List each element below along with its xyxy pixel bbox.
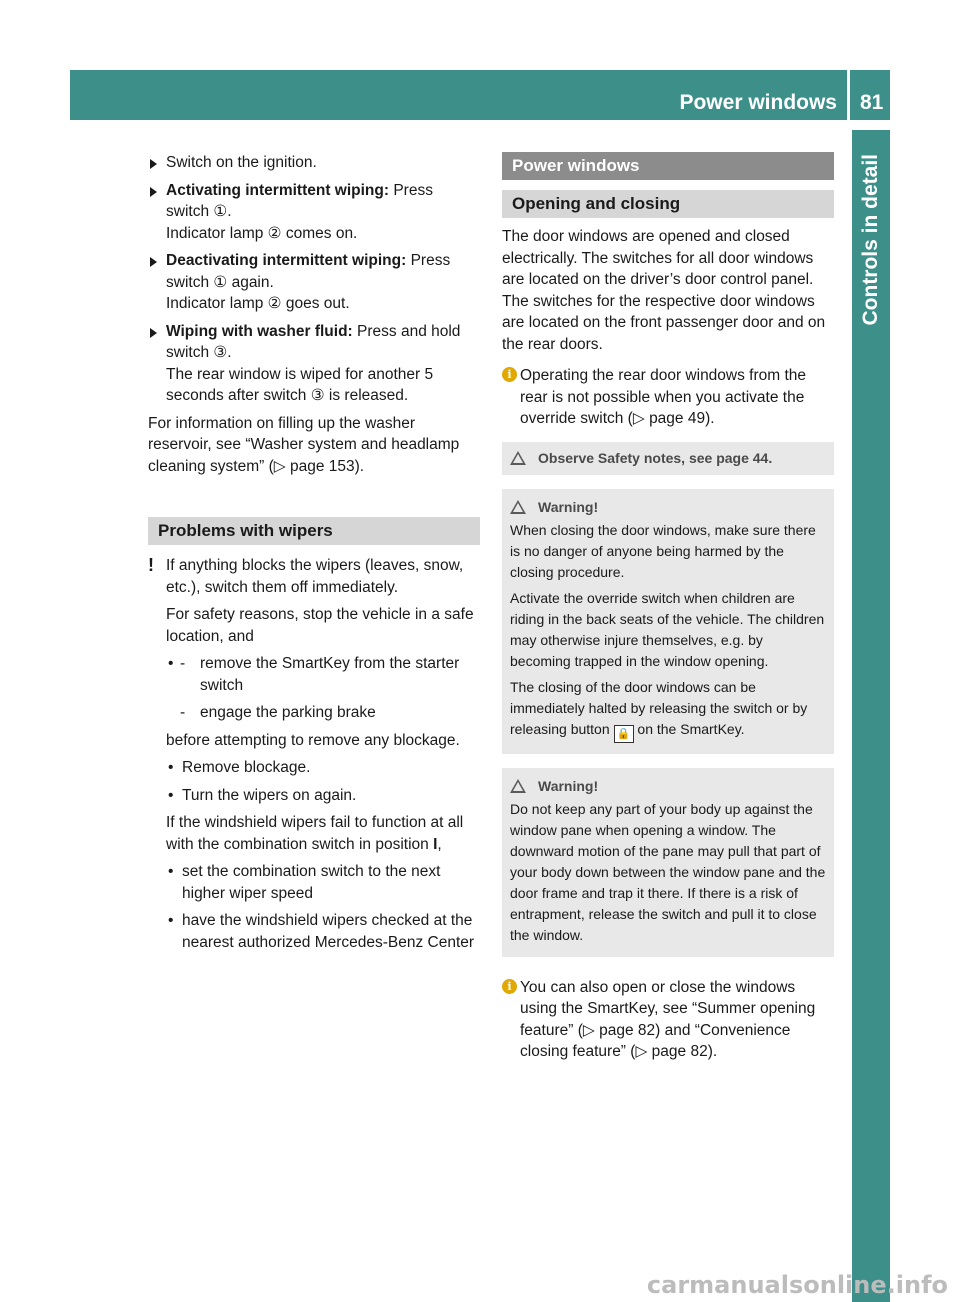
warning-text: Activate the override switch when children are riding in the back seats of the vehicle. The children may otherwise injure themselves, e.g. by becoming trapped in the window opening. — [510, 589, 825, 669]
step-activate — [148, 180, 480, 245]
sub-heading: Opening and closing — [502, 190, 834, 218]
warning-box-2 — [502, 768, 834, 957]
bullet-icon: • — [168, 786, 174, 804]
fail-text: If the windshield wipers fail to function at all with the combination switch in position — [166, 814, 464, 853]
side-tab-label: Controls in detail — [859, 154, 883, 326]
watermark: carmanualsonline.info — [646, 1270, 948, 1299]
observe-head — [510, 448, 826, 469]
bullet-item — [148, 910, 480, 953]
section-heading: Power windows — [502, 152, 834, 180]
fail-paragraph — [148, 812, 480, 855]
step-result: The rear window is wiped for another 5 seconds after switch ③ is released. — [166, 365, 434, 404]
step-text: Switch on the ignition. — [166, 154, 317, 171]
bullet-text: Remove blockage. — [182, 759, 311, 776]
dash-text: engage the parking brake — [200, 704, 376, 721]
step-result: Indicator lamp ② goes out. — [166, 295, 350, 312]
warning-icon — [510, 779, 526, 793]
before-paragraph: before attempting to remove any blockage. — [166, 731, 460, 749]
step-washer — [148, 321, 480, 407]
step-deactivate — [148, 250, 480, 315]
observe-text: Observe Safety notes, see page 44. — [538, 449, 773, 466]
page-number: 81 — [860, 91, 884, 115]
step-result: Indicator lamp ② comes on. — [166, 224, 358, 242]
warning-text — [510, 677, 826, 743]
bullet-icon: • — [168, 759, 174, 776]
warning-text: Do not keep any part of your body up against the window pane when opening a window. The downward motion of the pane may pull that part of your body down between the window pane and the door frame and trap it there. If there is a risk of entrapment, release the switch and pull it to close the window. — [510, 800, 826, 943]
info-icon: i — [502, 367, 517, 382]
bullet-item — [148, 861, 480, 904]
step-label: Activating intermittent wiping: — [166, 181, 390, 199]
info-text: Operating the rear door windows from the rear is not possible when you activate the override switch (▷ page 49). — [520, 367, 807, 427]
header — [679, 92, 890, 114]
position-label: I — [433, 835, 438, 853]
left-column — [148, 152, 480, 959]
dash-icon: - — [180, 704, 186, 721]
bullet-icon: • — [168, 655, 174, 672]
dash-text: remove the SmartKey from the starter switch — [200, 655, 460, 694]
warning-head — [510, 497, 826, 518]
caution-note — [148, 555, 480, 598]
warning-label: Warning! — [538, 777, 599, 794]
warning-head — [510, 776, 826, 797]
lock-button-icon: 🔒 — [614, 725, 634, 743]
warning-text: When closing the door windows, make sure there is no danger of anyone being harmed by the closing procedure. — [510, 521, 816, 580]
bullet-text: set the combination switch to the next higher wiper speed — [182, 863, 441, 902]
step-text: Press and hold switch ③. — [166, 322, 461, 361]
dash-icon: - — [180, 655, 186, 672]
warning-text-part: on the SmartKey. — [633, 720, 745, 737]
bullet-text: have the windshield wipers checked at the nearest authorized Mercedes-Benz Center — [182, 912, 475, 951]
warning-icon — [510, 451, 526, 465]
step-ignition — [148, 152, 480, 174]
safety-paragraph: For safety reasons, stop the vehicle in a safe location, and — [166, 606, 474, 645]
step-arrow-icon — [150, 187, 157, 197]
warning-label: Warning! — [538, 498, 599, 515]
warning-box-1 — [502, 489, 834, 754]
bullet-text: Turn the wipers on again. — [182, 786, 357, 804]
step-label: Wiping with washer fluid: — [166, 322, 353, 340]
step-arrow-icon — [150, 159, 157, 169]
info-note — [502, 365, 834, 430]
warning-icon — [510, 500, 526, 514]
caution-icon: ! — [148, 555, 154, 575]
step-arrow-icon — [150, 328, 157, 338]
step-label: Deactivating intermittent wiping: — [166, 252, 407, 269]
dash-item — [148, 653, 480, 696]
info-text: You can also open or close the windows using the SmartKey, see “Summer opening feature” (▷ page 82) and “Convenience closing feature” (▷ page 82). — [520, 978, 816, 1060]
intro-paragraph: The door windows are opened and closed electrically. The switches for all door windows are located on the driver’s door control panel. The switches for the respective door windows are located on the front passenger door and on the rear doors. — [502, 228, 826, 353]
note-text: If anything blocks the wipers (leaves, snow, etc.), switch them off immediately. — [166, 557, 464, 596]
observe-box — [502, 442, 834, 475]
step-text: Press switch ① again. — [166, 252, 451, 291]
side-tab-label-wrap — [852, 154, 890, 326]
bullet-icon: • — [168, 912, 174, 929]
bullet-item — [148, 785, 480, 807]
washer-info-paragraph: For information on filling up the washer reservoir, see “Washer system and headlamp cleaning system” (▷ page 153). — [148, 414, 460, 475]
step-text: Press switch ①. — [166, 181, 433, 220]
dash-item — [148, 702, 480, 724]
page-title: Power windows — [679, 91, 837, 115]
info-note — [502, 977, 834, 1063]
fail-end: , — [437, 835, 442, 853]
step-arrow-icon — [150, 257, 157, 267]
bullet-item — [148, 757, 480, 779]
right-column — [502, 152, 834, 1069]
warning-text-part: The closing of the door windows can be immediately halted by releasing the switch or by releasing button — [510, 678, 808, 737]
info-icon: i — [502, 979, 517, 994]
problems-heading: Problems with wipers — [148, 517, 480, 545]
bullet-icon: • — [168, 863, 174, 880]
